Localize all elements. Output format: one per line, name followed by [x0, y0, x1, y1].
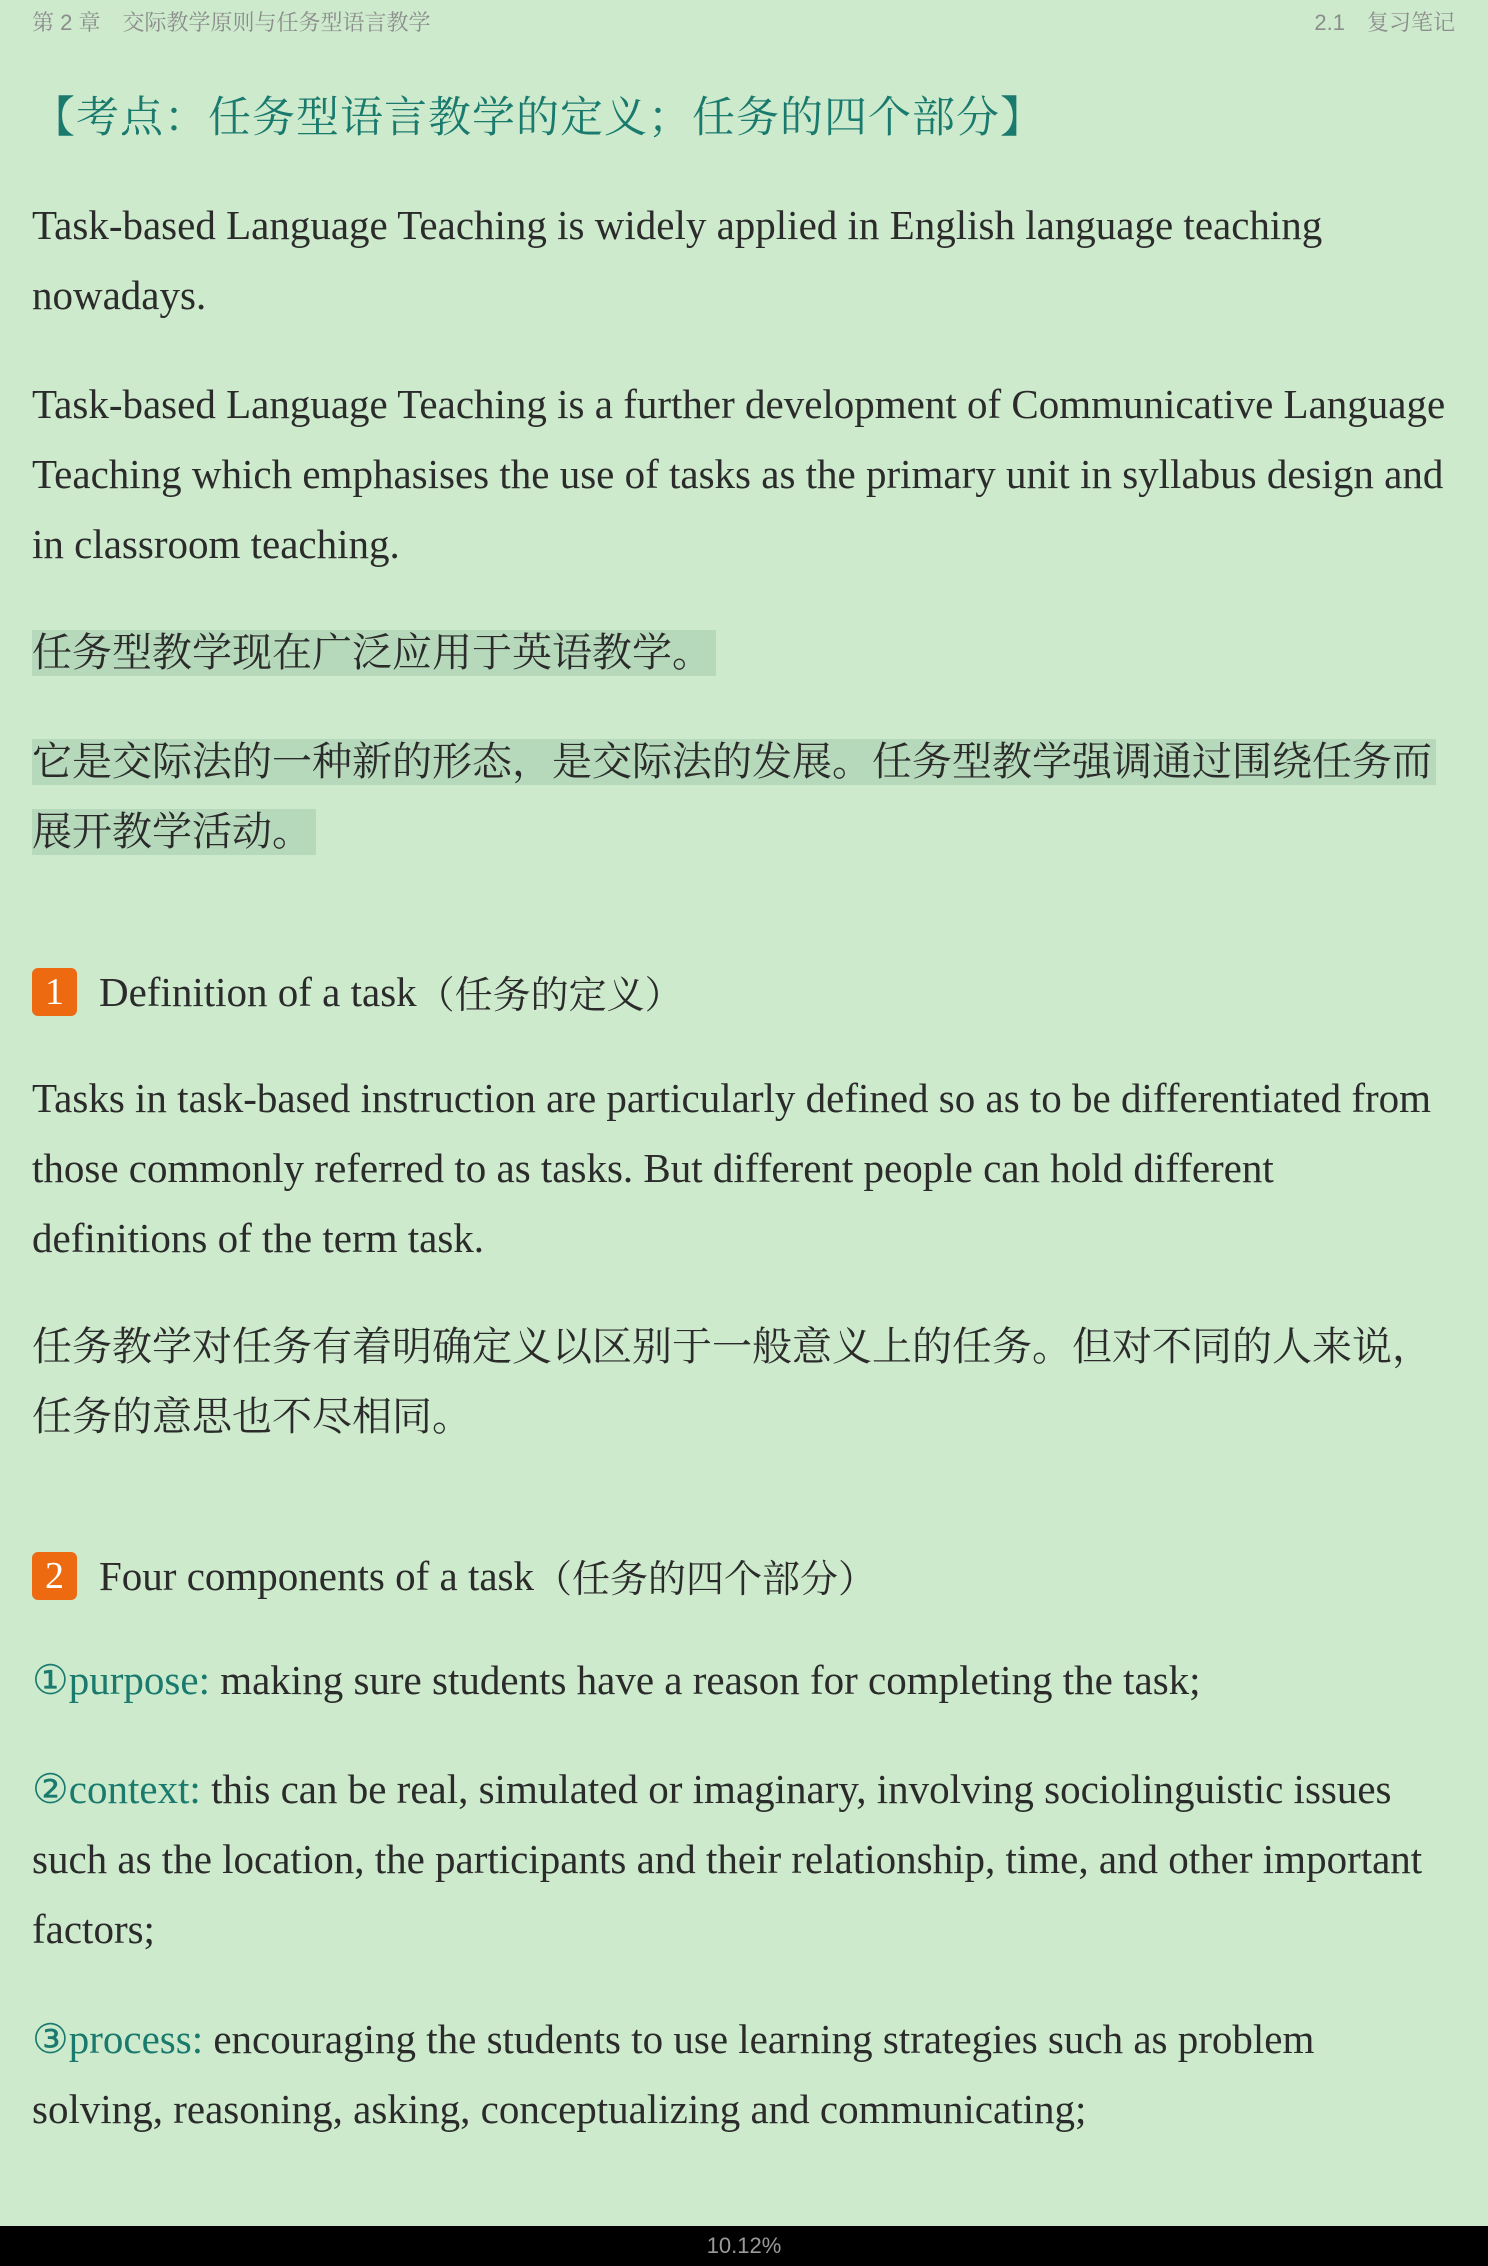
- highlighted-text: 它是交际法的一种新的形态，是交际法的发展。任务型教学强调通过围绕任务而展开教学活动。: [32, 739, 1436, 855]
- section-title-cn: （任务的四个部分）: [533, 1557, 876, 1601]
- component-label: ②context:: [32, 1766, 201, 1812]
- chapter-title: 第 2 章 交际教学原则与任务型语言教学: [32, 10, 431, 35]
- component-context: [32, 1754, 1446, 1964]
- highlighted-text: 任务型教学现在广泛应用于英语教学。: [32, 630, 716, 676]
- component-text: making sure students have a reason for completing the task;: [209, 1657, 1201, 1703]
- section-number-badge: 1: [32, 968, 77, 1016]
- running-header: [0, 0, 1488, 40]
- component-label: ③process:: [32, 2016, 204, 2062]
- progress-percent: 10.12%: [706, 2233, 782, 2258]
- section-title-cn: （任务的定义）: [416, 973, 683, 1017]
- exam-point-heading: 【考点：任务型语言教学的定义；任务的四个部分】: [32, 93, 1044, 143]
- section-number-badge: 2: [32, 1552, 77, 1600]
- component-process: [32, 2004, 1446, 2144]
- paragraph-2: Task-based Language Teaching is a further development of Communicative Language Teaching which emphasises the use of tasks as the primary unit in syllabus design and in classroom teaching.: [32, 381, 1446, 567]
- paragraph-3-cn: [32, 618, 1446, 688]
- component-text: this can be real, simulated or imaginary, involving sociolinguistic issues such as the location, the participants and their relationship, time, and other important factors;: [32, 1766, 1423, 1952]
- component-text: encouraging the students to use learning strategies such as problem solving, reasoning, asking, conceptualizing and communicating;: [32, 2016, 1315, 2132]
- reading-progress-bar: [0, 2226, 1488, 2266]
- paragraph-1: Task-based Language Teaching is widely applied in English language teaching nowadays.: [32, 202, 1323, 318]
- section-title: 2.1 复习笔记: [1314, 10, 1455, 35]
- paragraph-5: Tasks in task-based instruction are particularly defined so as to be differentiated from those commonly referred to as tasks. But different people can hold different definitions of the term task.: [32, 1075, 1432, 1261]
- section-title-en: Definition of a task: [99, 968, 417, 1015]
- section-title-en: Four components of a task: [99, 1552, 534, 1599]
- section-heading-2: [32, 1548, 876, 1603]
- paragraph-6-cn: 任务教学对任务有着明确定义以区别于一般意义上的任务。但对不同的人来说，任务的意思也不尽相同。: [32, 1324, 1432, 1440]
- component-purpose: [32, 1645, 1446, 1715]
- section-heading-1: [32, 964, 683, 1019]
- component-label: ①purpose:: [32, 1657, 210, 1703]
- paragraph-4-cn: [32, 727, 1446, 867]
